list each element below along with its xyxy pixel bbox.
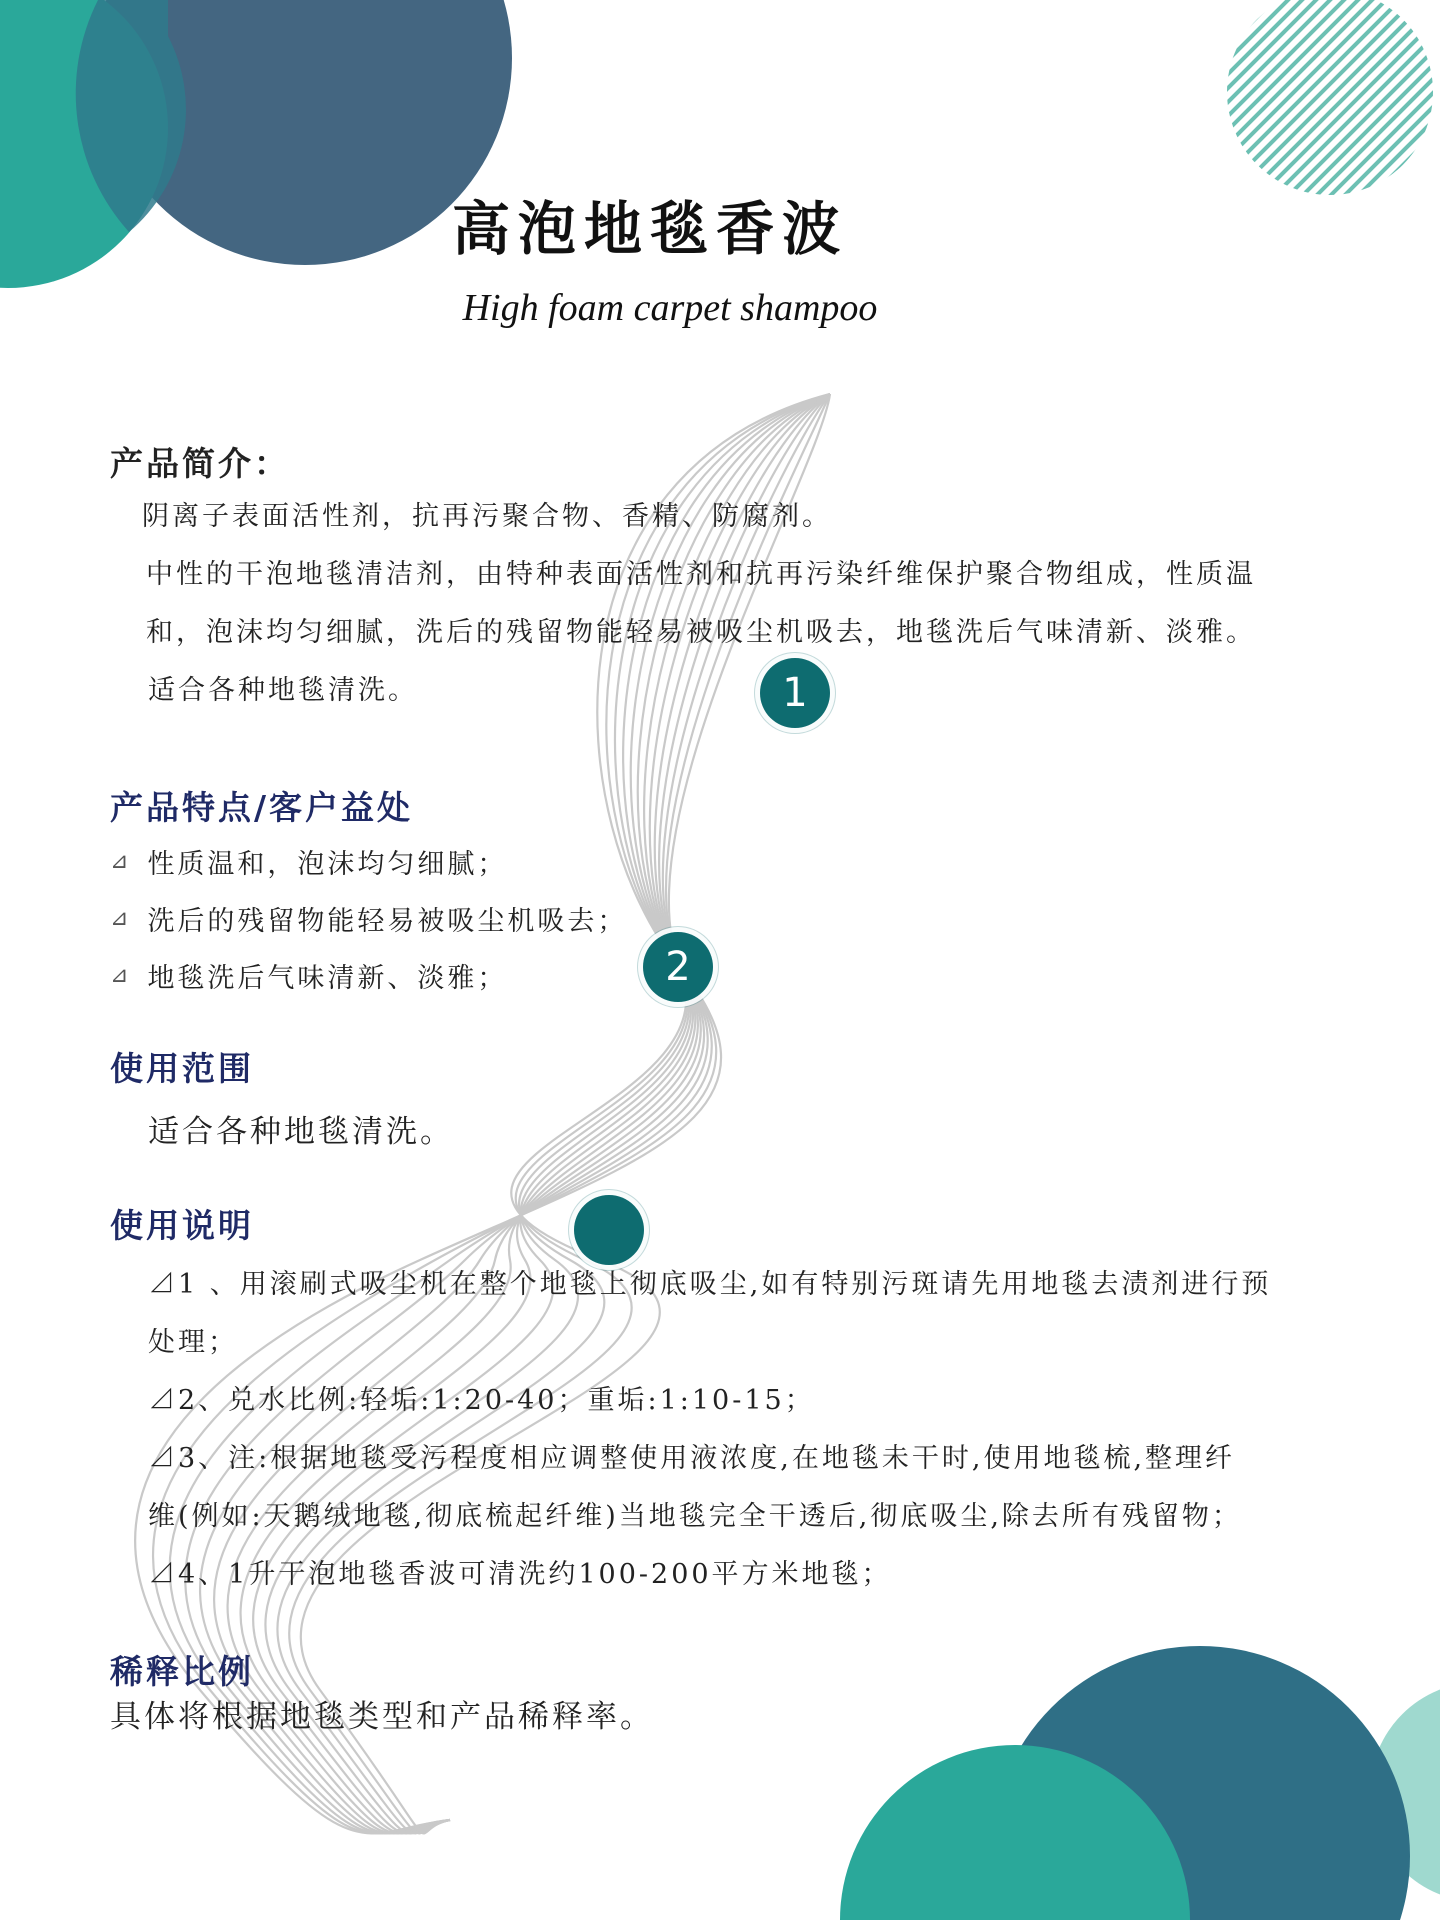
dilution-text: 具体将根据地毯类型和产品稀释率。 <box>110 1699 654 1735</box>
usage-line-2: 处理； <box>148 1327 238 1358</box>
intro-line-2: 中性的干泡地毯清洁剂，由特种表面活性剂和抗再污染纤维保护聚合物组成，性质温 <box>146 559 1256 590</box>
triangle-bullet-icon: ⊿ <box>110 963 132 988</box>
usage-line-6: ⊿4、1升干泡地毯香波可清洗约100-200平方米地毯； <box>148 1559 892 1590</box>
usage-line-3: ⊿2、兑水比例:轻垢:1:20-40；重垢:1:10-15； <box>148 1385 815 1416</box>
dilution-heading: 稀释比例 <box>110 1652 254 1691</box>
intro-line-3: 和，泡沫均匀细腻，洗后的残留物能轻易被吸尘机吸去，地毯洗后气味清新、淡雅。 <box>146 617 1256 648</box>
intro-line-4: 适合各种地毯清洗。 <box>148 675 418 706</box>
scope-heading: 使用范围 <box>110 1049 254 1088</box>
intro-line-1: 阴离子表面活性剂，抗再污聚合物、香精、防腐剂。 <box>142 501 832 532</box>
usage-line-5: 维(例如:天鹅绒地毯,彻底梳起纤维)当地毯完全干透后,彻底吸尘,除去所有残留物； <box>148 1501 1242 1532</box>
usage-heading: 使用说明 <box>110 1206 254 1245</box>
triangle-bullet-icon: ⊿ <box>110 849 132 874</box>
document-subtitle: High foam carpet shampoo <box>462 287 878 329</box>
feature-item-2 <box>110 899 627 938</box>
document-title: 高泡地毯香波 <box>451 195 848 263</box>
step-badge-3 <box>574 1195 644 1265</box>
scope-text: 适合各种地毯清洗。 <box>148 1114 454 1150</box>
step-badge-1: 1 <box>760 658 830 728</box>
feature-text: 地毯洗后气味清新、淡雅； <box>147 963 508 994</box>
feature-item-1 <box>110 842 507 881</box>
usage-line-1: ⊿1 、用滚刷式吸尘机在整个地毯上彻底吸尘,如有特别污斑请先用地毯去渍剂进行预 <box>148 1269 1272 1300</box>
features-heading: 产品特点/客户益处 <box>110 788 414 827</box>
intro-heading: 产品简介： <box>110 444 290 483</box>
feature-text: 性质温和，泡沫均匀细腻； <box>147 849 508 880</box>
stripe <box>1430 0 1440 222</box>
usage-line-4: ⊿3、注:根据地毯受污程度相应调整使用液浓度,在地毯未干时,使用地毯梳,整理纤 <box>148 1443 1236 1474</box>
feature-text: 洗后的残留物能轻易被吸尘机吸去； <box>147 906 628 937</box>
feature-item-3 <box>110 956 507 995</box>
triangle-bullet-icon: ⊿ <box>110 906 132 931</box>
step-badge-2: 2 <box>643 932 713 1002</box>
